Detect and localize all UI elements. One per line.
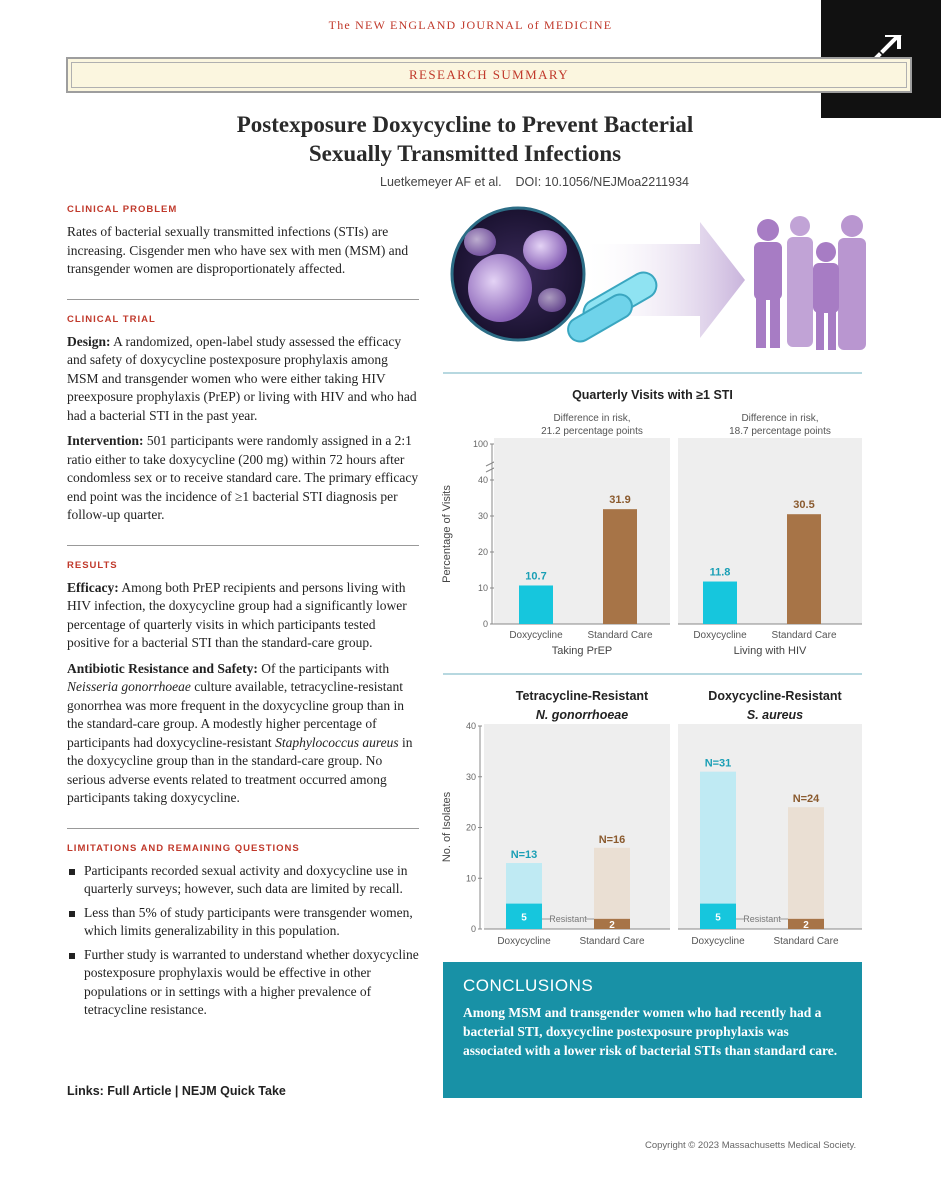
clinical-problem-text: Rates of bacterial sexually transmitted infections (STIs) are increasing. Cisgender men who have sex with men (MSM) and transgender women are disproportionately affected. [67,224,409,276]
difference-note: Difference in risk, [741,413,819,424]
banner-label: RESEARCH SUMMARY [408,67,570,82]
y-tick-label: 0 [470,924,476,934]
resistant-value-label: 5 [521,912,527,924]
list-item: Less than 5% of study participants were transgender women, which limits generalizability in this population. [67,904,419,941]
efficacy-label: Efficacy: [67,579,119,595]
organism-name: Neisseria gonorrhoeae [67,679,191,694]
results-heading: RESULTS [67,559,118,571]
clinical-trial-heading: CLINICAL TRIAL [67,313,156,325]
title-line-2: Sexually Transmitted Infections [308,141,622,166]
resistant-label: Resistant [549,914,587,924]
bar [519,585,553,624]
resistance-text: culture available, tetracycline-resistant gonorrhea was more frequent in the doxycycline group than in the standard-care group. A modestly higher percentage of participants had doxycycline-resistant [67,679,405,750]
panel-title: N. gonorrhoeae [535,708,629,722]
y-tick-label: 40 [477,475,488,485]
panel-label: Living with HIV [733,645,807,657]
limitations-list [67,862,419,1020]
full-article-link[interactable]: Full Article [107,1084,172,1098]
x-tick-label: Standard Care [579,936,645,947]
y-tick-label: 100 [472,439,488,449]
resistance-label: Antibiotic Resistance and Safety: [67,660,258,676]
y-axis-label: No. of Isolates [441,791,453,863]
quick-take-link[interactable]: NEJM Quick Take [181,1084,286,1098]
panel-label: Taking PrEP [551,645,613,657]
byline: Luetkemeyer AF et al. DOI: 10.1056/NEJMoa2211934 [380,175,689,189]
data-label: N=13 [510,849,538,862]
resistant-label: Resistant [743,914,781,924]
resistant-value-label: 2 [803,919,809,931]
bacteria-icon [464,228,496,256]
difference-note: Difference in risk, [553,413,631,424]
hero-illustration [440,200,880,365]
efficacy-paragraph [67,579,419,653]
data-label: N=16 [598,833,626,846]
organism-name: Staphylococcus aureus [275,734,399,750]
resistance-chart [430,684,870,952]
journal-masthead: The NEW ENGLAND JOURNAL of MEDICINE [328,18,613,32]
data-label: 31.9 [609,494,631,507]
x-tick-label: Doxycycline [691,936,745,947]
data-label: 11.8 [709,566,731,579]
quarterly-visits-chart [430,408,870,668]
x-tick-label: Standard Care [773,936,839,947]
y-axis-label: Percentage of Visits [441,485,453,583]
y-tick-label: 10 [477,583,488,593]
y-tick-label: 0 [482,619,488,629]
intervention-text: 501 participants were randomly assigned in a 2:1 ratio either to take doxycycline (200 mg) within 72 hours after condomless sex or to receive standard care. The primary efficacy end point was the incidence of ≥1 bacterial STI diagnosis per follow-up quarter. [67,433,419,522]
x-tick-label: Standard Care [587,630,653,641]
x-tick-label: Standard Care [771,630,837,641]
conclusions-box [443,962,862,1098]
resistant-value-label: 2 [609,919,615,931]
x-tick-label: Doxycycline [497,936,551,947]
y-tick-label: 30 [477,511,488,521]
bar [787,514,821,624]
left-column [67,200,419,1025]
intervention-label: Intervention: [67,433,144,448]
people-silhouette-icon [754,215,866,350]
design-paragraph [67,333,419,426]
data-label: 10.7 [525,570,547,583]
title-line-1: Postexposure Doxycycline to Prevent Bacterial [236,112,694,137]
bar-total [594,848,630,929]
bar-total [788,807,824,929]
y-tick-label: 40 [465,721,476,731]
clinical-problem-heading: CLINICAL PROBLEM [67,204,178,215]
data-label: N=24 [792,793,820,806]
y-tick-label: 20 [465,822,476,833]
resistance-text: in the doxycycline group than in the standard-care group. No serious adverse events related to treatment occurred among participants taking doxycycline. [67,734,413,805]
panel-title: S. aureus [746,708,804,722]
bar [603,509,637,624]
divider [443,372,862,374]
panel-title: Doxycycline-Resistant [708,689,842,703]
panel-title: Tetracycline-Resistant [515,689,649,703]
links-line [67,1084,286,1098]
design-text: A randomized, open-label study assessed the efficacy and safety of doxycycline postexposure prophylaxis among MSM and transgender women who were either taking HIV preexposure prophylaxis (PrEP) or living with HIV and who had had a bacterial STI in the past year. [67,333,417,423]
bacteria-icon [523,230,567,270]
resistance-paragraph [67,660,419,808]
links-separator: | [171,1084,182,1098]
difference-note: 18.7 percentage points [729,426,831,437]
x-tick-label: Doxycycline [509,630,563,641]
data-label: 30.5 [793,499,815,512]
bar [703,582,737,624]
design-label: Design: [67,333,111,349]
limitations-heading: LIMITATIONS AND REMAINING QUESTIONS [67,842,300,854]
conclusions-heading: CONCLUSIONS [463,976,594,995]
conclusions-text: Among MSM and transgender women who had recently had a bacterial STI, doxycycline postexposure prophylaxis was associated with a lower risk of bacterial STIs than standard care. [463,1005,838,1058]
copyright: Copyright © 2023 Massachusetts Medical Society. [645,1140,857,1151]
research-summary-banner [66,57,912,93]
difference-note: 21.2 percentage points [541,426,643,437]
bacteria-icon [468,254,532,322]
list-item: Participants recorded sexual activity and doxycycline use in quarterly surveys; however, such data are limited by recall. [67,862,419,899]
resistance-text: Of the participants with [257,660,390,676]
efficacy-text: Among both PrEP recipients and persons living with HIV infection, the doxycycline group had a significantly lower percentage of quarterly visits in which participants tested positive for a bacterial STI than the standard-care group. [67,579,407,650]
data-label: N=31 [704,757,732,770]
intervention-paragraph [67,432,419,525]
article-title [140,110,790,168]
chart-title: Quarterly Visits with ≥1 STI [572,388,733,402]
y-tick-label: 10 [465,873,476,884]
divider [67,828,419,829]
list-item: Further study is warranted to understand whether doxycycline postexposure prophylaxis would be effective in other populations or in settings with a higher prevalence of tetracycline resistance. [67,946,419,1020]
x-tick-label: Doxycycline [693,630,747,641]
links-prefix: Links: [67,1084,108,1098]
y-tick-label: 30 [465,771,476,782]
divider [443,673,862,675]
divider [67,545,419,546]
y-tick-label: 20 [477,547,488,557]
resistant-value-label: 5 [715,912,721,924]
bacteria-icon [538,288,566,312]
divider [67,299,419,300]
